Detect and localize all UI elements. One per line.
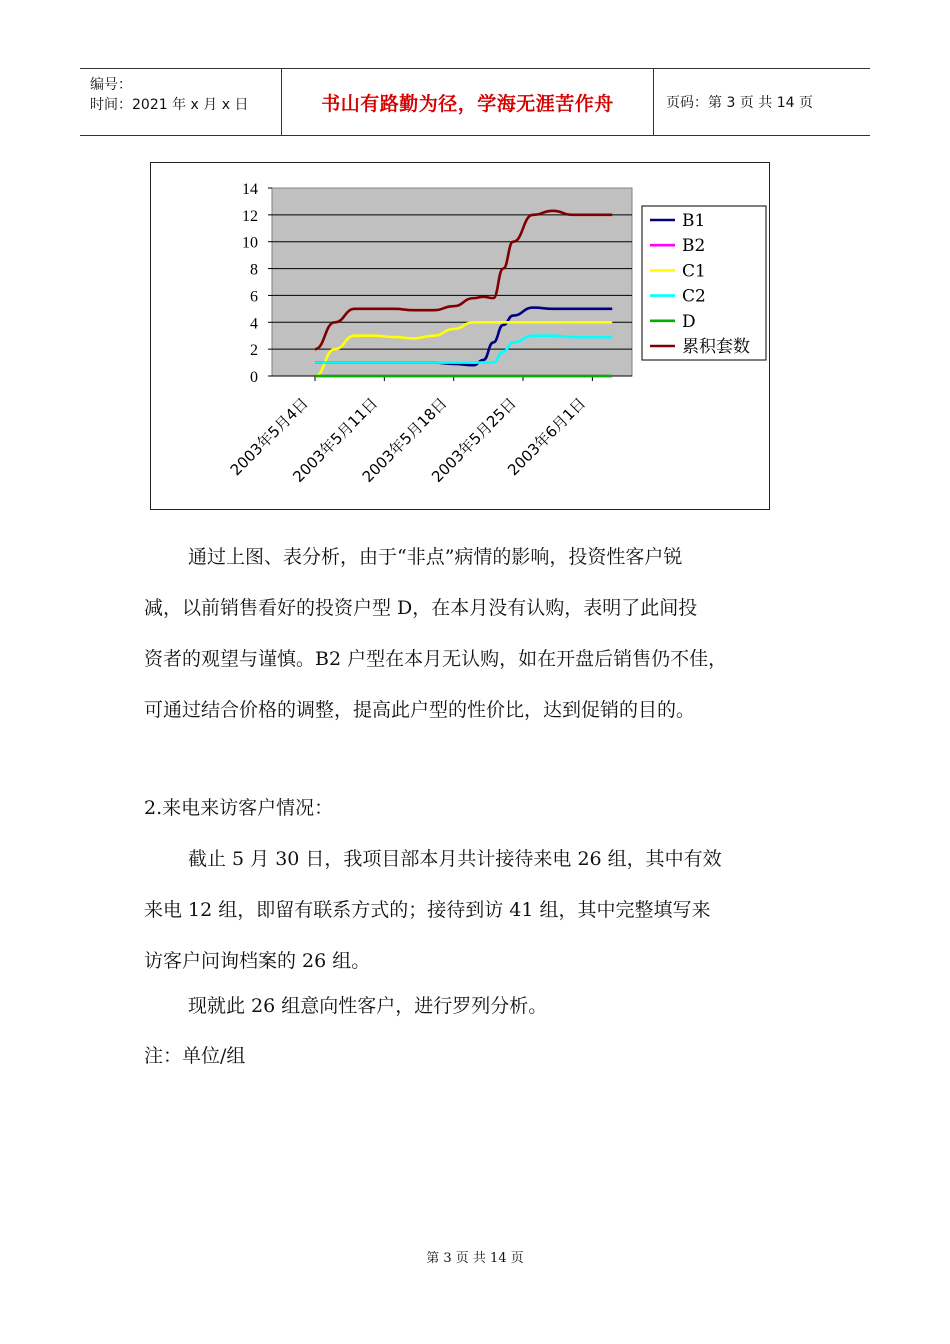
note-line: 注：单位/组 [144,1045,246,1067]
summary-paragraph [144,981,814,1032]
legend-label: C2 [682,286,706,307]
section-title [144,783,814,834]
x-tick-label: 2003年6月1日 [504,394,590,480]
section-heading: 2.来电来访客户情况： [144,797,334,819]
paragraph-line: 来电 12 组，即留有联系方式的；接待到访 41 组，其中完整填写来 [144,899,711,921]
paragraph-line: 减，以前销售看好的投资户型 D，在本月没有认购，表明了此间投 [144,597,698,619]
unit-note [144,1031,814,1082]
paragraph-line: 访客户问询档案的 26 组。 [144,950,371,972]
chart-canvas [151,163,769,509]
y-tick-label: 6 [250,288,258,306]
y-tick-label: 14 [242,181,258,198]
legend-label: 累积套数 [682,337,750,357]
page-header [80,68,870,136]
legend-label: D [682,311,696,332]
x-tick-label: 2003年5月18日 [358,394,451,486]
legend-label: B2 [682,236,706,257]
paragraph-line: 现就此 26 组意向性客户，进行罗列分析。 [188,995,548,1017]
x-tick-label: 2003年5月25日 [428,394,520,486]
y-tick-label: 0 [250,369,258,386]
header-page-info: 页码：第 3 页 共 14 页 [666,95,813,111]
header-motto: 书山有路勤为径，学海无涯苦作舟 [281,69,654,135]
page-footer: 第 3 页 共 14 页 [426,1251,524,1266]
document-date: 时间：2021 年 x 月 x 日 [90,97,249,113]
x-tick-label: 2003年5月4日 [226,394,312,480]
visitor-paragraph [144,834,814,987]
analysis-paragraph [144,532,814,736]
y-tick-label: 8 [250,261,258,279]
paragraph-line: 截止 5 月 30 日，我项目部本月共计接待来电 26 组，其中有效 [188,848,722,870]
paragraph-line: 资者的观望与谨慎。B2 户型在本月无认购，如在开盘后销售仍不佳， [144,648,728,670]
header-meta [80,69,281,135]
paragraph-line: 可通过结合价格的调整，提高此户型的性价比，达到促销的目的。 [144,699,696,721]
y-tick-label: 4 [250,315,258,333]
paragraph-line: 通过上图、表分析，由于“非点”病情的影响，投资性客户锐 [188,546,683,568]
y-tick-label: 12 [242,207,258,225]
x-tick-label: 2003年5月11日 [289,394,382,486]
sales-line-chart [150,162,770,510]
legend-label: B1 [682,211,706,231]
y-tick-label: 10 [242,234,258,252]
y-tick-label: 2 [250,342,258,360]
legend-label: C1 [682,261,706,282]
plot-area [272,188,632,376]
document-number-label: 编号： [90,77,132,93]
